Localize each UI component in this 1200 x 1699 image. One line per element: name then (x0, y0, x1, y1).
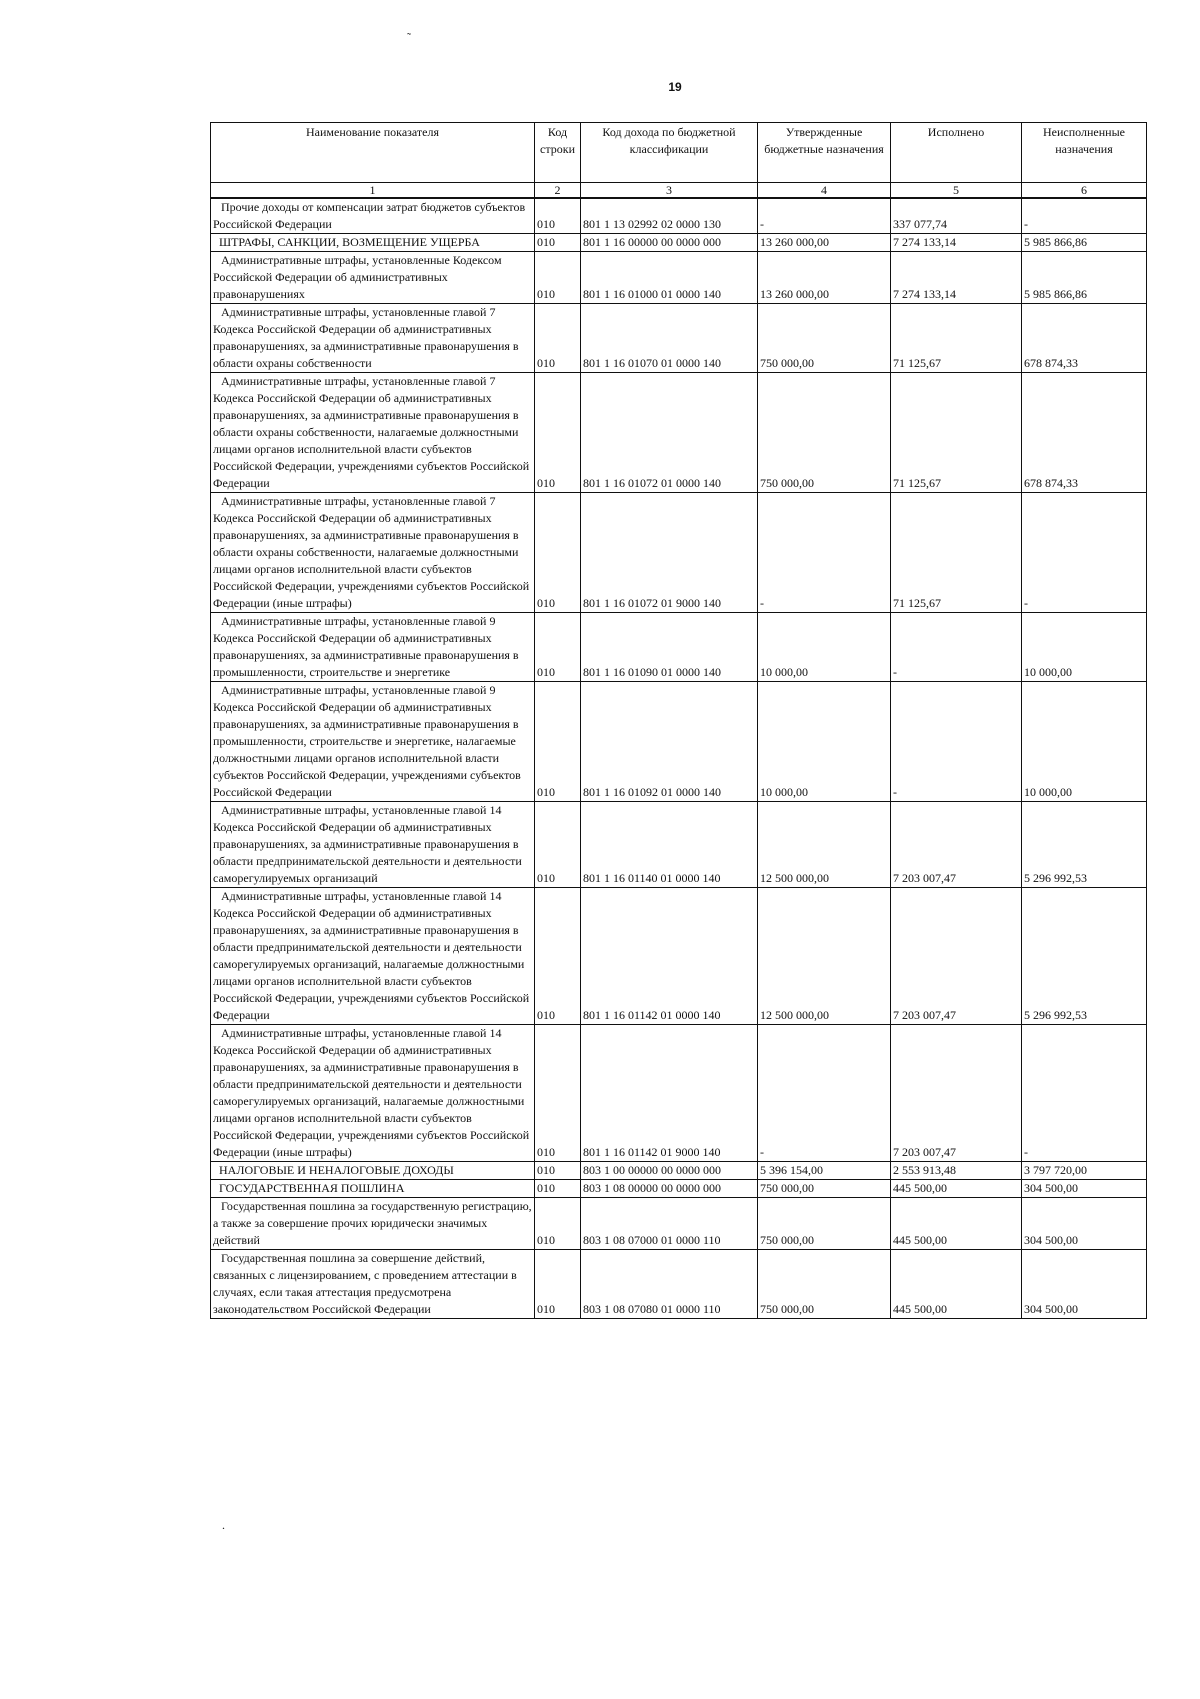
line-code-cell: 010 (535, 493, 581, 613)
executed-cell: 445 500,00 (891, 1250, 1022, 1319)
line-code-cell: 010 (535, 888, 581, 1025)
table-row (211, 1250, 1147, 1319)
approved-cell: 10 000,00 (758, 682, 891, 802)
indicator-name-cell: Административные штрафы, установленные главой 7 Кодекса Российской Федерации об административных правонарушениях, за административные правонарушения в области охраны собственности, налагаемые должностными лицами органов исполнительной власти субъектов Российской Федерации, учреждениями субъектов Российской Федерации (211, 373, 535, 493)
line-code-cell: 010 (535, 304, 581, 373)
line-code-cell: 010 (535, 1025, 581, 1162)
table-row (211, 304, 1147, 373)
unexecuted-cell: 678 874,33 (1022, 373, 1147, 493)
column-number: 6 (1022, 183, 1147, 199)
line-code-cell: 010 (535, 252, 581, 304)
revenue-code-cell: 803 1 08 07000 01 0000 110 (581, 1198, 758, 1250)
revenue-code-cell: 801 1 16 01142 01 0000 140 (581, 888, 758, 1025)
top-mark: ˜ (407, 30, 411, 44)
table-row (211, 613, 1147, 682)
approved-cell: - (758, 493, 891, 613)
line-code-cell: 010 (535, 1162, 581, 1180)
table-row (211, 682, 1147, 802)
column-number: 2 (535, 183, 581, 199)
approved-cell: 10 000,00 (758, 613, 891, 682)
unexecuted-cell: 304 500,00 (1022, 1180, 1147, 1198)
table-row (211, 1162, 1147, 1180)
indicator-name-cell: Прочие доходы от компенсации затрат бюджетов субъектов Российской Федерации (211, 198, 535, 234)
column-number: 5 (891, 183, 1022, 199)
unexecuted-cell: - (1022, 1025, 1147, 1162)
unexecuted-cell: 5 296 992,53 (1022, 888, 1147, 1025)
approved-cell: 13 260 000,00 (758, 234, 891, 252)
table-row (211, 802, 1147, 888)
table-body (211, 198, 1147, 1319)
approved-cell: 5 396 154,00 (758, 1162, 891, 1180)
line-code-cell: 010 (535, 1250, 581, 1319)
page-number: 19 (668, 80, 682, 94)
table-row (211, 198, 1147, 234)
executed-cell: 71 125,67 (891, 304, 1022, 373)
table-row (211, 1198, 1147, 1250)
approved-cell: 750 000,00 (758, 1180, 891, 1198)
approved-cell: 750 000,00 (758, 1198, 891, 1250)
indicator-name-cell: Административные штрафы, установленные главой 14 Кодекса Российской Федерации об административных правонарушениях, за административные правонарушения в области предпринимательской деятельности и деятельности саморегулируемых организаций, налагаемые должностными лицами органов исполнительной власти субъектов Российской Федерации, учреждениями субъектов Российской Федерации (211, 888, 535, 1025)
approved-cell: 12 500 000,00 (758, 888, 891, 1025)
indicator-name-cell: ШТРАФЫ, САНКЦИИ, ВОЗМЕЩЕНИЕ УЩЕРБА (211, 234, 535, 252)
revenue-code-cell: 801 1 16 01140 01 0000 140 (581, 802, 758, 888)
revenue-code-cell: 803 1 08 00000 00 0000 000 (581, 1180, 758, 1198)
line-code-cell: 010 (535, 1198, 581, 1250)
executed-cell: 2 553 913,48 (891, 1162, 1022, 1180)
revenue-table (210, 122, 1147, 1319)
approved-cell: 13 260 000,00 (758, 252, 891, 304)
header-approved: Утвержденные бюджетные назначения (758, 123, 891, 183)
unexecuted-cell: - (1022, 493, 1147, 613)
table-row (211, 373, 1147, 493)
unexecuted-cell: 5 296 992,53 (1022, 802, 1147, 888)
indicator-name-cell: Административные штрафы, установленные главой 9 Кодекса Российской Федерации об административных правонарушениях, за административные правонарушения в промышленности, строительстве и энергетике (211, 613, 535, 682)
column-number-row (211, 183, 1147, 199)
approved-cell: 750 000,00 (758, 1250, 891, 1319)
table-row (211, 888, 1147, 1025)
approved-cell: - (758, 198, 891, 234)
line-code-cell: 010 (535, 802, 581, 888)
approved-cell: 750 000,00 (758, 304, 891, 373)
revenue-code-cell: 801 1 16 01092 01 0000 140 (581, 682, 758, 802)
header-indicator-name: Наименование показателя (211, 123, 535, 183)
executed-cell: 71 125,67 (891, 493, 1022, 613)
unexecuted-cell: 678 874,33 (1022, 304, 1147, 373)
executed-cell: 445 500,00 (891, 1198, 1022, 1250)
table-header-row (211, 123, 1147, 183)
bottom-mark: . (222, 1518, 225, 1532)
unexecuted-cell: 3 797 720,00 (1022, 1162, 1147, 1180)
approved-cell: - (758, 1025, 891, 1162)
indicator-name-cell: Государственная пошлина за совершение действий, связанных с лицензированием, с проведением аттестации в случаях, если такая аттестация предусмотрена законодательством Российской Федерации (211, 1250, 535, 1319)
revenue-code-cell: 801 1 16 01000 01 0000 140 (581, 252, 758, 304)
column-number: 4 (758, 183, 891, 199)
line-code-cell: 010 (535, 613, 581, 682)
column-number: 1 (211, 183, 535, 199)
executed-cell: 7 203 007,47 (891, 1025, 1022, 1162)
executed-cell: - (891, 682, 1022, 802)
header-executed: Исполнено (891, 123, 1022, 183)
unexecuted-cell: 10 000,00 (1022, 613, 1147, 682)
executed-cell: 7 274 133,14 (891, 234, 1022, 252)
revenue-code-cell: 801 1 16 01070 01 0000 140 (581, 304, 758, 373)
indicator-name-cell: Административные штрафы, установленные главой 7 Кодекса Российской Федерации об административных правонарушениях, за административные правонарушения в области охраны собственности (211, 304, 535, 373)
indicator-name-cell: Административные штрафы, установленные главой 14 Кодекса Российской Федерации об административных правонарушениях, за административные правонарушения в области предпринимательской деятельности и деятельности саморегулируемых организаций, налагаемые должностными лицами органов исполнительной власти субъектов Российской Федерации, учреждениями субъектов Российской Федерации (иные штрафы) (211, 1025, 535, 1162)
revenue-code-cell: 801 1 13 02992 02 0000 130 (581, 198, 758, 234)
line-code-cell: 010 (535, 234, 581, 252)
indicator-name-cell: Государственная пошлина за государственную регистрацию, а также за совершение прочих юридически значимых действий (211, 1198, 535, 1250)
executed-cell: 71 125,67 (891, 373, 1022, 493)
table-row (211, 1025, 1147, 1162)
unexecuted-cell: 5 985 866,86 (1022, 252, 1147, 304)
unexecuted-cell: - (1022, 198, 1147, 234)
table-row (211, 1180, 1147, 1198)
line-code-cell: 010 (535, 1180, 581, 1198)
revenue-code-cell: 801 1 16 00000 00 0000 000 (581, 234, 758, 252)
header-line-code: Код строки (535, 123, 581, 183)
indicator-name-cell: ГОСУДАРСТВЕННАЯ ПОШЛИНА (211, 1180, 535, 1198)
approved-cell: 750 000,00 (758, 373, 891, 493)
executed-cell: - (891, 613, 1022, 682)
executed-cell: 337 077,74 (891, 198, 1022, 234)
unexecuted-cell: 304 500,00 (1022, 1198, 1147, 1250)
approved-cell: 12 500 000,00 (758, 802, 891, 888)
header-unexecuted: Неисполненные назначения (1022, 123, 1147, 183)
line-code-cell: 010 (535, 198, 581, 234)
executed-cell: 445 500,00 (891, 1180, 1022, 1198)
revenue-code-cell: 801 1 16 01072 01 0000 140 (581, 373, 758, 493)
unexecuted-cell: 10 000,00 (1022, 682, 1147, 802)
revenue-code-cell: 801 1 16 01090 01 0000 140 (581, 613, 758, 682)
indicator-name-cell: Административные штрафы, установленные Кодексом Российской Федерации об административных правонарушениях (211, 252, 535, 304)
indicator-name-cell: Административные штрафы, установленные главой 9 Кодекса Российской Федерации об административных правонарушениях, за административные правонарушения в промышленности, строительстве и энергетике, налагаемые должностными лицами органов исполнительной власти субъектов Российской Федерации, учреждениями субъектов Российской Федерации (211, 682, 535, 802)
revenue-code-cell: 801 1 16 01142 01 9000 140 (581, 1025, 758, 1162)
column-number: 3 (581, 183, 758, 199)
revenue-code-cell: 801 1 16 01072 01 9000 140 (581, 493, 758, 613)
indicator-name-cell: НАЛОГОВЫЕ И НЕНАЛОГОВЫЕ ДОХОДЫ (211, 1162, 535, 1180)
line-code-cell: 010 (535, 373, 581, 493)
executed-cell: 7 203 007,47 (891, 802, 1022, 888)
revenue-code-cell: 803 1 00 00000 00 0000 000 (581, 1162, 758, 1180)
header-revenue-code: Код дохода по бюджетной классификации (581, 123, 758, 183)
indicator-name-cell: Административные штрафы, установленные главой 14 Кодекса Российской Федерации об административных правонарушениях, за административные правонарушения в области предпринимательской деятельности и деятельности саморегулируемых организаций (211, 802, 535, 888)
executed-cell: 7 274 133,14 (891, 252, 1022, 304)
table-row (211, 234, 1147, 252)
executed-cell: 7 203 007,47 (891, 888, 1022, 1025)
unexecuted-cell: 5 985 866,86 (1022, 234, 1147, 252)
table-row (211, 493, 1147, 613)
unexecuted-cell: 304 500,00 (1022, 1250, 1147, 1319)
indicator-name-cell: Административные штрафы, установленные главой 7 Кодекса Российской Федерации об административных правонарушениях, за административные правонарушения в области охраны собственности, налагаемые должностными лицами органов исполнительной власти субъектов Российской Федерации, учреждениями субъектов Российской Федерации (иные штрафы) (211, 493, 535, 613)
revenue-code-cell: 803 1 08 07080 01 0000 110 (581, 1250, 758, 1319)
line-code-cell: 010 (535, 682, 581, 802)
table-row (211, 252, 1147, 304)
